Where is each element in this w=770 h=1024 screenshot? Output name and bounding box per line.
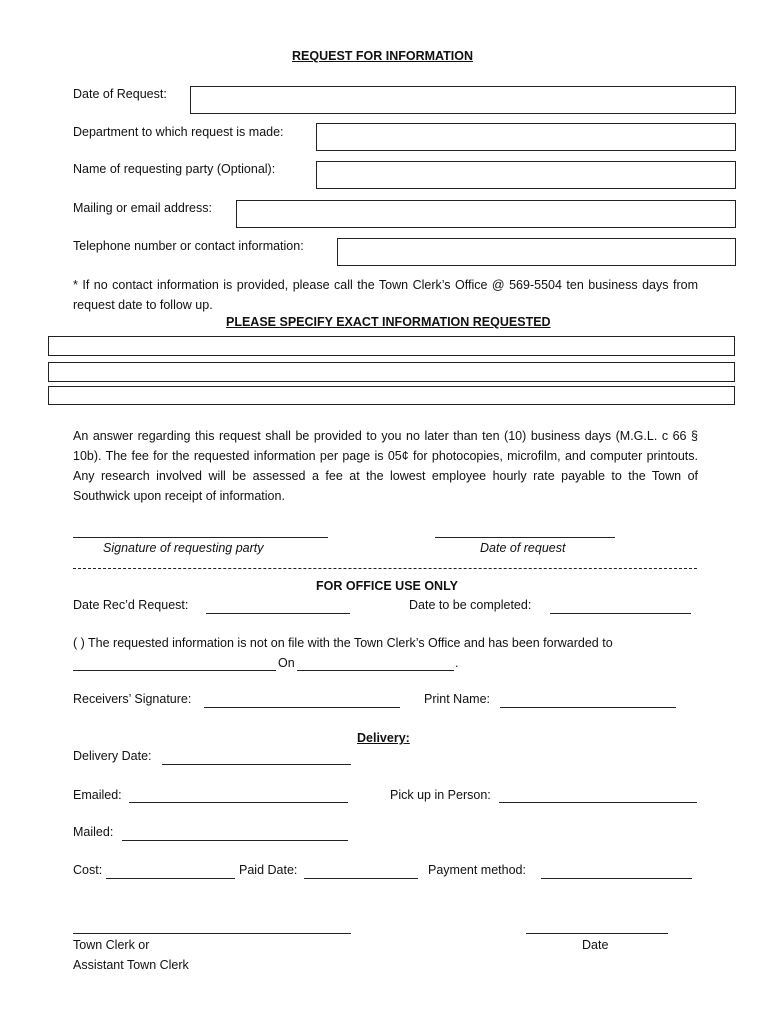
receivers-signature-label: Receivers’ Signature: <box>73 692 192 706</box>
footer-date-label: Date <box>582 938 609 952</box>
delivery-date-label: Delivery Date: <box>73 749 152 763</box>
department-field[interactable] <box>316 123 736 151</box>
date-line[interactable] <box>435 537 615 538</box>
footer-date-line[interactable] <box>526 933 668 934</box>
signature-label: Signature of requesting party <box>103 541 264 555</box>
delivery-date-line[interactable] <box>162 764 351 765</box>
pickup-line[interactable] <box>499 802 697 803</box>
answer-paragraph: An answer regarding this request shall be provided to you no later than ten (10) business days (M.G.L. c 66 § 10b). The fee for the requested information per page is 05¢ for photocopies, microfilm, and computer printouts. Any research involved will be assessed a fee at the lowest employee hourly rate payable to the Town of Southwick upon receipt of information. <box>73 429 698 503</box>
forwarded-on-line[interactable] <box>297 670 454 671</box>
requesting-party-field[interactable] <box>316 161 736 189</box>
payment-method-line[interactable] <box>541 878 692 879</box>
date-received-label: Date Rec’d Request: <box>73 598 189 612</box>
requesting-party-label: Name of requesting party (Optional): <box>73 162 276 176</box>
date-of-request-field[interactable] <box>190 86 736 114</box>
cost-label: Cost: <box>73 863 103 877</box>
information-requested-line-3[interactable] <box>48 386 735 405</box>
forwarded-to-line[interactable] <box>73 670 276 671</box>
telephone-field[interactable] <box>337 238 736 266</box>
paid-date-line[interactable] <box>304 878 418 879</box>
forwarded-period: . <box>455 656 459 670</box>
office-use-heading: FOR OFFICE USE ONLY <box>316 579 458 593</box>
signature-line[interactable] <box>73 537 328 538</box>
town-clerk-label: Town Clerk or <box>73 938 150 952</box>
contact-note: * If no contact information is provided, please call the Town Clerk’s Office @ 569-5504 ten business days from request date to follow up. <box>73 278 698 312</box>
delivery-heading: Delivery: <box>357 731 410 745</box>
mailed-line[interactable] <box>122 840 348 841</box>
department-label: Department to which request is made: <box>73 125 284 139</box>
cost-line[interactable] <box>106 878 235 879</box>
emailed-label: Emailed: <box>73 788 122 802</box>
assistant-town-clerk-label: Assistant Town Clerk <box>73 958 189 972</box>
mailed-label: Mailed: <box>73 825 114 839</box>
print-name-line[interactable] <box>500 707 676 708</box>
forwarded-text: ( ) The requested information is not on file with the Town Clerk’s Office and has been forwarded to <box>73 636 613 650</box>
receivers-signature-line[interactable] <box>204 707 400 708</box>
information-requested-line-1[interactable] <box>48 336 735 356</box>
specify-heading: PLEASE SPECIFY EXACT INFORMATION REQUESTED <box>226 315 551 329</box>
emailed-line[interactable] <box>129 802 348 803</box>
paid-date-label: Paid Date: <box>239 863 298 877</box>
print-name-label: Print Name: <box>424 692 490 706</box>
mailing-address-field[interactable] <box>236 200 736 228</box>
date-completed-line[interactable] <box>550 613 691 614</box>
telephone-label: Telephone number or contact information: <box>73 239 304 253</box>
payment-method-label: Payment method: <box>428 863 526 877</box>
date-of-request-label: Date of Request: <box>73 87 167 101</box>
date-of-request-caption: Date of request <box>480 541 566 555</box>
information-requested-line-2[interactable] <box>48 362 735 382</box>
date-completed-label: Date to be completed: <box>409 598 532 612</box>
on-label: On <box>278 656 295 670</box>
page-title: REQUEST FOR INFORMATION <box>292 49 474 63</box>
date-received-line[interactable] <box>206 613 350 614</box>
pickup-label: Pick up in Person: <box>390 788 491 802</box>
mailing-address-label: Mailing or email address: <box>73 201 212 215</box>
town-clerk-signature-line[interactable] <box>73 933 351 934</box>
separator-line <box>73 568 697 569</box>
